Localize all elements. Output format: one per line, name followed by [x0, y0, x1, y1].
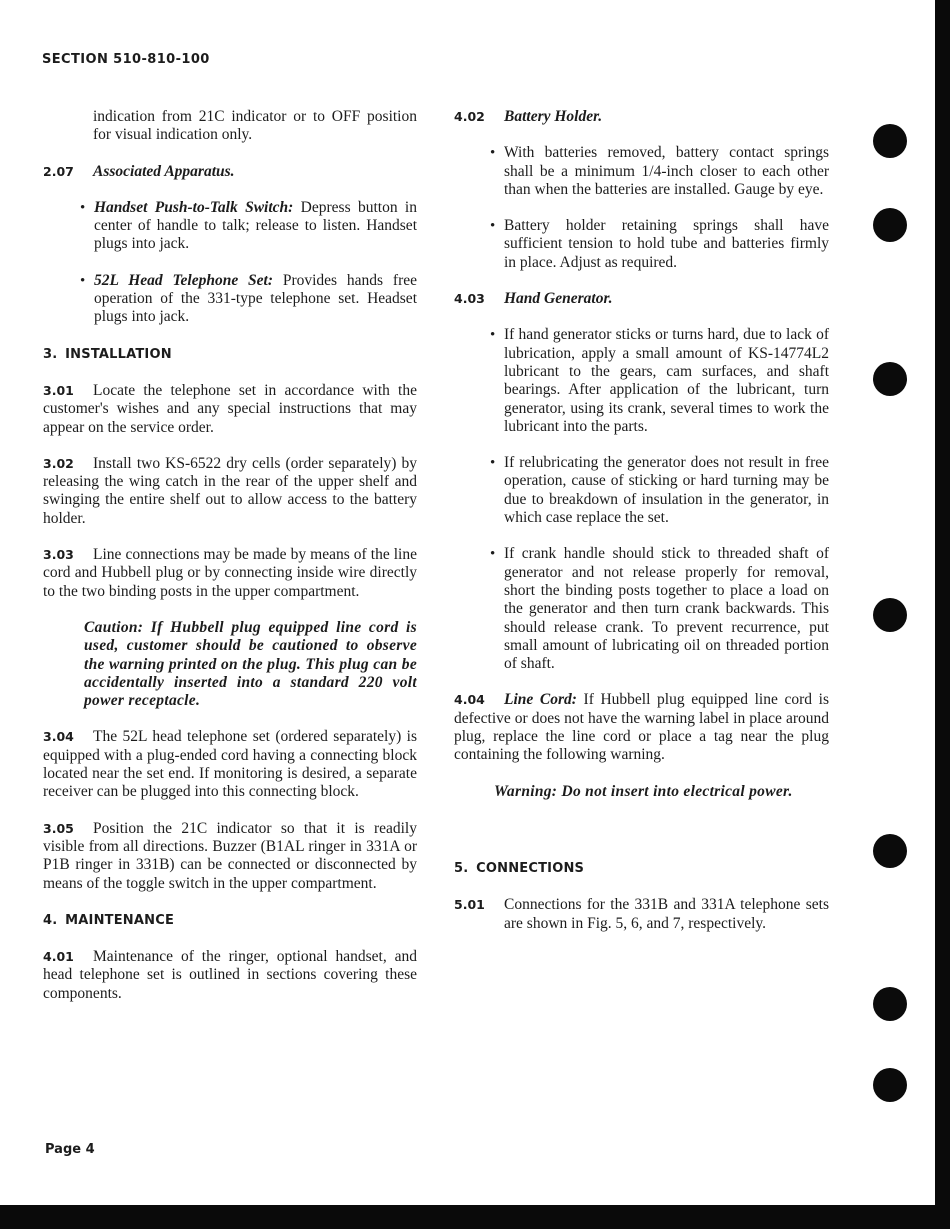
- bullet-icon: •: [490, 327, 496, 344]
- paragraph-number: 4.03: [454, 291, 485, 307]
- item-lead: Handset Push-to-Talk Switch:: [94, 198, 294, 216]
- paragraph-text: Connections for the 331B and 331A telephone sets are shown in Fig. 5, 6, and 7, respectively.: [504, 896, 829, 932]
- item-text: If relubricating the generator does not result in free operation, cause of sticking or hard turning may be due to breakdown of insulation in the generator, in which case replace the set.: [504, 454, 829, 527]
- paragraph-text: Maintenance of the ringer, optional handset, and head telephone set is outlined in sections covering these components.: [43, 948, 417, 1002]
- item-text: Depress button in center of handle to talk; release to listen. Handset plugs into jack.: [94, 198, 417, 253]
- section-title: MAINTENANCE: [65, 912, 175, 928]
- section-3-heading: [43, 345, 417, 364]
- page-number: Page 4: [45, 1142, 95, 1157]
- section-number: 3.: [43, 346, 58, 362]
- subsection-title: Battery Holder.: [504, 108, 603, 125]
- list-item: [43, 199, 417, 254]
- item-lead: 52L Head Telephone Set:: [94, 271, 274, 289]
- bullet-icon: •: [490, 455, 496, 472]
- item-text: If hand generator sticks or turns hard, due to lack of lubrication, apply a small amount of KS-14774L2 lubricant to the gears, cam surfaces, and shaft bearings. After application of the lubricant, turn generator, using its crank, several times to work the lubricant into the parts.: [504, 326, 829, 435]
- right-column: [454, 108, 829, 951]
- bullet-icon: •: [490, 218, 496, 235]
- paragraph-number: 2.07: [43, 163, 74, 179]
- continued-text: indication from 21C indicator or to OFF position for visual indication only.: [93, 108, 417, 144]
- punch-hole: [873, 598, 907, 632]
- paragraph-text: Install two KS-6522 dry cells (order separately) by releasing the wing catch in the rear of the upper shelf and swinging the entire shelf out to allow access to the battery holder.: [43, 454, 417, 527]
- paragraph-5-01: [454, 896, 829, 933]
- subsection-2-07: [43, 163, 417, 181]
- section-number: 5.: [454, 860, 469, 876]
- section-4-heading: [43, 911, 417, 930]
- list-item: [454, 217, 829, 272]
- paragraph-text: Line connections may be made by means of the line cord and Hubbell plug or by connecting inside wire directly to the two binding posts in the upper compartment.: [43, 546, 417, 600]
- caution-note: Caution: If Hubbell plug equipped line cord is used, customer should be cautioned to observe the warning printed on the plug. This plug can be accidentally inserted into a standard 220 volt power receptacle.: [84, 618, 417, 710]
- subsection-4-02: [454, 108, 829, 126]
- paragraph-3-03: [43, 546, 417, 601]
- left-column: [43, 108, 417, 1021]
- item-text: If crank handle should stick to threaded shaft of generator and not release properly for removal, short the binding posts together to place a load on the generator and then turn crank backwards. This should release crank. To prevent recurrence, put small amount of lubricating oil on threaded portion of shaft.: [504, 545, 829, 673]
- bullet-icon: •: [490, 546, 496, 563]
- paragraph-number: 3.05: [43, 820, 74, 836]
- paragraph-number: 3.02: [43, 455, 74, 471]
- paragraph-number: 3.03: [43, 547, 74, 563]
- paragraph-4-04: [454, 691, 829, 764]
- subsection-title: Associated Apparatus.: [93, 162, 235, 180]
- paragraph-number: 3.01: [43, 382, 74, 398]
- warning-note: Warning: Do not insert into electrical power.: [494, 782, 793, 800]
- punch-hole: [873, 208, 907, 242]
- bullet-icon: •: [80, 199, 86, 216]
- paragraph-lead: Line Cord:: [504, 691, 577, 709]
- paragraph-text: The 52L head telephone set (ordered separately) is equipped with a plug-ended cord having a connecting block located near the set end. If monitoring is desired, a separate receiver can be plugged into this connecting block.: [43, 728, 417, 801]
- paragraph-text: If Hubbell plug equipped line cord is defective or does not have the warning label in place around plug, replace the line cord or place a tag near the plug containing the following warning.: [454, 691, 829, 764]
- paragraph-text: Position the 21C indicator so that it is readily visible from all directions. Buzzer (B1AL ringer in 331A or P1B ringer in 331B) can be connected or disconnected by means of the toggle switch in the upper compartment.: [43, 819, 417, 892]
- list-item: [454, 326, 829, 436]
- section-title: INSTALLATION: [65, 346, 172, 362]
- punch-hole: [873, 1068, 907, 1102]
- bullet-icon: •: [490, 145, 496, 162]
- item-text: With batteries removed, battery contact springs shall be a minimum 1/4-inch closer to each other than when the batteries are installed. Gauge by eye.: [504, 144, 829, 198]
- list-item: [454, 144, 829, 199]
- section-5-heading: [454, 859, 829, 878]
- paragraph-number: 4.01: [43, 949, 74, 965]
- list-item: [454, 454, 829, 527]
- paragraph-3-01: [43, 382, 417, 437]
- paragraph-text: Locate the telephone set in accordance with the customer's wishes and any special instructions that may appear on the service order.: [43, 381, 417, 436]
- paragraph-number: 3.04: [43, 729, 74, 745]
- list-item: [454, 545, 829, 673]
- paragraph-number: 5.01: [454, 897, 485, 913]
- punch-hole: [873, 362, 907, 396]
- section-title: CONNECTIONS: [476, 860, 585, 876]
- bullet-icon: •: [80, 272, 86, 289]
- paragraph-number: 4.02: [454, 109, 485, 124]
- list-item: [43, 272, 417, 327]
- paragraph-3-04: [43, 728, 417, 801]
- item-text: Battery holder retaining springs shall have sufficient tension to hold tube and batteries firmly in place. Adjust as required.: [504, 217, 829, 271]
- scan-edge-right: [935, 0, 950, 1229]
- scan-edge-bottom: [0, 1205, 950, 1229]
- item-text: Provides hands free operation of the 331-type telephone set. Headset plugs into jack.: [94, 271, 417, 326]
- section-number: 4.: [43, 912, 58, 928]
- paragraph-number: 4.04: [454, 692, 485, 708]
- paragraph-3-05: [43, 820, 417, 893]
- subsection-title: Hand Generator.: [504, 290, 613, 308]
- paragraph-3-02: [43, 455, 417, 528]
- punch-hole: [873, 834, 907, 868]
- paragraph-4-01: [43, 948, 417, 1003]
- punch-hole: [873, 124, 907, 158]
- punch-hole: [873, 987, 907, 1021]
- subsection-4-03: [454, 290, 829, 308]
- section-header: SECTION 510-810-100: [42, 52, 210, 67]
